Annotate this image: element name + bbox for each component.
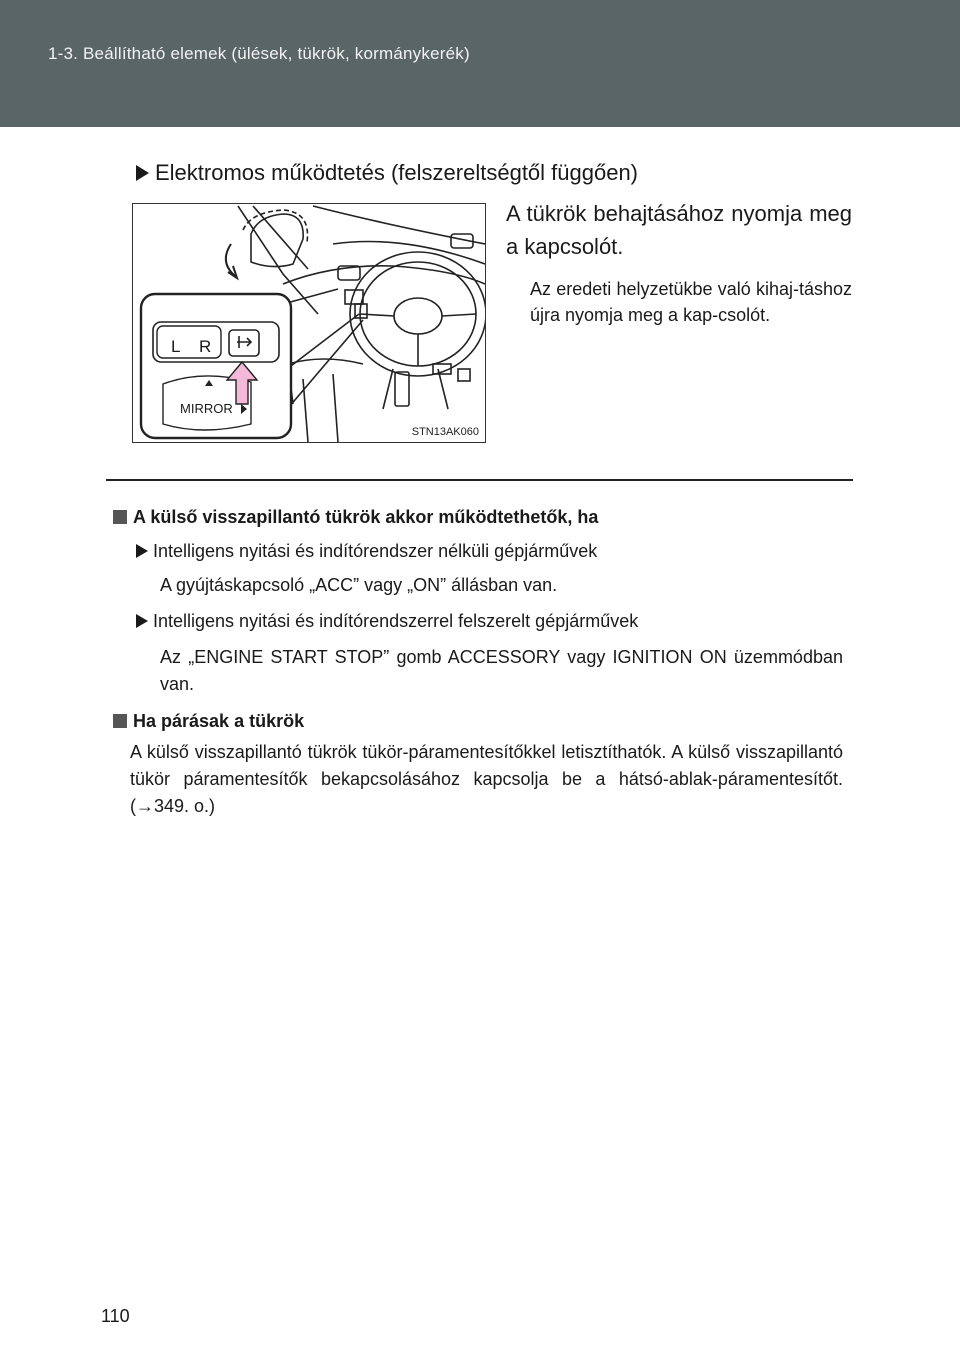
- triangle-bullet-icon: [136, 544, 148, 558]
- instruction-text: A tükrök behajtásához nyomja meg a kapcsolót.: [506, 201, 852, 259]
- section-divider: [106, 479, 853, 481]
- section1-item2-text: Az „ENGINE START STOP” gomb ACCESSORY vagy IGNITION ON üzemmódban van.: [160, 647, 843, 694]
- operation-title-text: Elektromos működtetés (felszereltségtől függően): [155, 160, 639, 185]
- section1-item1-label: Intelligens nyitási és indítórendszer nélküli gépjárművek: [153, 541, 598, 561]
- section2-text-body: A külső visszapillantó tükrök tükör-páramentesítőkkel letisztíthatók. A külső visszapillantó tükör páramentesítők bekapcsolásához kapcsolja be a hátsó-ablak-páramentesítőt. (: [130, 742, 843, 816]
- section1-item2-label: Intelligens nyitási és indítórendszerrel felszerelt gépjárművek: [153, 611, 639, 631]
- section2-heading: [113, 711, 304, 732]
- section2-heading-text: Ha párásak a tükrök: [133, 711, 305, 731]
- chapter-title: 1-3. Beállítható elemek (ülések, tükrök, kormánykerék): [48, 44, 470, 63]
- instruction-note: Az eredeti helyzetükbe való kihaj-táshoz újra nyomja meg a kap-csolót.: [530, 279, 852, 325]
- section1-item1-text: A gyújtáskapcsoló „ACC” vagy „ON” állásban van.: [160, 575, 558, 595]
- label-l: L: [171, 337, 181, 356]
- page-number: 110: [101, 1306, 130, 1326]
- triangle-bullet-icon: [136, 614, 148, 628]
- section2-text: [130, 739, 843, 820]
- figure-code: STN13AK060: [411, 426, 479, 438]
- label-r: R: [199, 337, 212, 356]
- square-bullet-icon: [113, 510, 127, 524]
- page-reference-link[interactable]: 349. o.): [154, 796, 216, 816]
- reference-arrow: →: [136, 796, 154, 816]
- operation-title: [136, 160, 638, 186]
- label-mirror: MIRROR: [180, 401, 233, 416]
- chapter-header: [0, 0, 960, 127]
- section1-heading: [113, 507, 598, 528]
- section1-item1-bullet: [136, 541, 597, 562]
- mirror-switch-illustration: [132, 203, 486, 443]
- square-bullet-icon: [113, 714, 127, 728]
- section1-item2-bullet: [136, 611, 638, 632]
- section1-heading-text: A külső visszapillantó tükrök akkor működtethetők, ha: [133, 507, 599, 527]
- triangle-bullet-icon: [136, 165, 149, 181]
